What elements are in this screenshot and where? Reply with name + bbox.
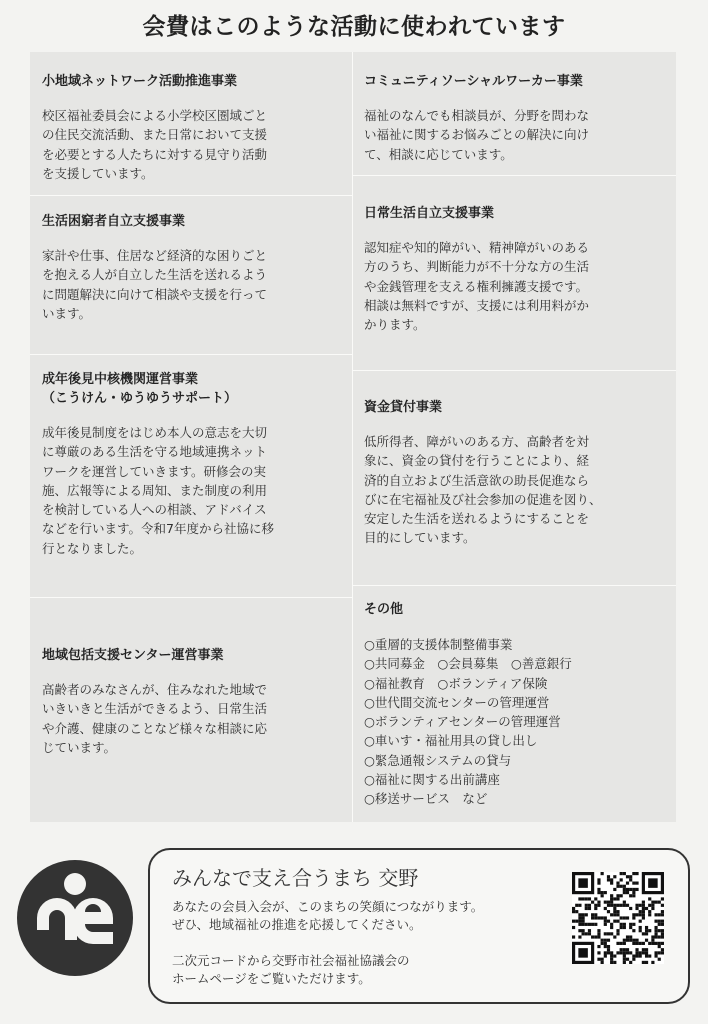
section-text-line: かります。 <box>364 317 426 333</box>
section-text-line: を支援しています。 <box>42 165 154 181</box>
section-text-line: を検討している人への相談、アドバイス <box>42 502 267 518</box>
section-text-line: 安定した生活を送れるようにすることを <box>364 511 590 527</box>
shakyo-logo-icon <box>15 858 135 978</box>
list-item: ○緊急通報システムの貸与 <box>364 752 512 768</box>
list-item: ○移送サービス など <box>364 791 488 807</box>
footer-qr-note-line: 二次元コードから交野市社会福祉協議会の <box>172 953 410 968</box>
footer-message-line: ぜひ、地域福祉の推進を応援してください。 <box>172 917 422 932</box>
section-text-line: 校区福祉委員会による小学校区圏域ごと <box>42 108 268 123</box>
row-divider <box>30 354 352 355</box>
section-text-line: や介護、健康のことなど様々な相談に応 <box>42 720 268 736</box>
section-text-line: 相談は無料ですが、支援には利用料がか <box>364 297 590 313</box>
section-text-line: 家計や仕事、住居など経済的な困りごと <box>42 248 268 263</box>
section-heading: その他 <box>364 602 404 617</box>
list-item: ○共同募金 ○会員募集 ○善意銀行 <box>364 656 572 672</box>
list-item: ○ボランティアセンターの管理運営 <box>364 714 561 730</box>
section-text-line: 認知症や知的障がい、精神障がいのある <box>364 240 590 255</box>
list-item: ○世代間交流センターの管理運営 <box>364 694 550 710</box>
section-heading: コミュニティソーシャルワーカー事業 <box>364 74 583 89</box>
row-divider <box>30 597 352 598</box>
footer-slogan: みんなで支え合うまち 交野 <box>172 866 419 890</box>
section-text-line: や金銭管理を支える権利擁護支援です。 <box>364 278 589 294</box>
section-text-line: を必要とする人たちに対する見守り活動 <box>42 146 268 162</box>
column-divider <box>352 52 353 822</box>
section-heading: 日常生活自立支援事業 <box>364 206 495 221</box>
list-item: ○車いす・福祉用具の貸し出し <box>364 733 538 749</box>
section-heading: 生活困窮者自立支援事業 <box>42 214 186 229</box>
footer-message-line: あなたの会員入会が、このまちの笑顔につながります。 <box>172 899 484 914</box>
row-divider <box>353 370 676 371</box>
section-heading: 成年後見中核機関運営事業 <box>42 372 199 387</box>
section-community-network <box>42 72 346 183</box>
section-text-line: 成年後見制度をはじめ本人の意志を大切 <box>42 425 268 440</box>
section-heading: 資金貸付事業 <box>364 400 443 415</box>
section-text-line: 低所得者、障がいのある方、高齢者を対 <box>364 434 590 449</box>
section-text-line: い福祉に関するお悩みごとの解決に向け <box>364 127 590 143</box>
section-text-line: 行となりました。 <box>42 540 143 556</box>
section-text-line: を抱える人が自立した生活を送れるよう <box>42 267 268 283</box>
row-divider <box>353 585 676 586</box>
section-text-line: びに在宅福祉及び社会参加の促進を図り、 <box>364 491 602 507</box>
list-item: ○福祉教育 ○ボランティア保険 <box>364 675 548 691</box>
list-item: ○重層的支援体制整備事業 <box>364 637 513 652</box>
section-guardianship <box>42 370 346 558</box>
section-text-line: 象に、資金の貸付を行うことにより、経 <box>364 453 590 469</box>
section-other <box>364 600 670 809</box>
activity-grid <box>30 52 676 822</box>
footer-qr-note-line: ホームページをご覧いただけます。 <box>172 971 371 986</box>
footer-message <box>172 898 483 934</box>
section-text-line: います。 <box>42 305 92 321</box>
footer-qr-note <box>172 952 410 988</box>
section-text-line: などを行います。令和7年度から社協に移 <box>42 521 274 537</box>
section-text-line: 施、広報等による周知、また制度の利用 <box>42 482 268 498</box>
section-community-social-worker <box>364 72 670 164</box>
section-text-line: て、相談に応じています。 <box>364 146 513 162</box>
section-heading: 小地域ネットワーク活動推進事業 <box>42 74 238 89</box>
section-text-line: 福祉のなんでも相談員が、分野を問わな <box>364 108 590 123</box>
section-text-line: 済的自立および生活意欲の助長促進なら <box>364 472 590 488</box>
list-item: ○福祉に関する出前講座 <box>364 772 500 788</box>
section-poverty-support <box>42 212 346 323</box>
section-text-line: に尊厳のある生活を守る地域連携ネット <box>42 444 268 460</box>
section-daily-life-support <box>364 204 670 334</box>
qr-code-icon[interactable] <box>572 872 664 964</box>
section-subheading: （こうけん・ゆうゆうサポート） <box>42 391 238 406</box>
section-text-line: に問題解決に向けて相談や支援を行って <box>42 286 268 302</box>
section-heading: 地域包括支援センター運営事業 <box>42 648 224 663</box>
row-divider <box>30 195 352 196</box>
section-text-line: 高齢者のみなさんが、住みなれた地域で <box>42 682 268 697</box>
page-title: 会費はこのような活動に使われています <box>142 14 566 40</box>
row-divider <box>353 175 676 176</box>
section-text-line: いきいきと生活ができるよう、日常生活 <box>42 701 268 717</box>
section-text-line: 目的にしています。 <box>364 530 476 546</box>
section-text-line: の住民交流活動、また日常において支援 <box>42 127 268 143</box>
section-text-line: じています。 <box>42 739 117 755</box>
section-text-line: ワークを運営していきます。研修会の実 <box>42 463 267 479</box>
section-fund-loans <box>364 398 670 548</box>
section-comprehensive-support-center <box>42 646 346 757</box>
section-text-line: 方のうち、判断能力が不十分な方の生活 <box>364 259 590 275</box>
